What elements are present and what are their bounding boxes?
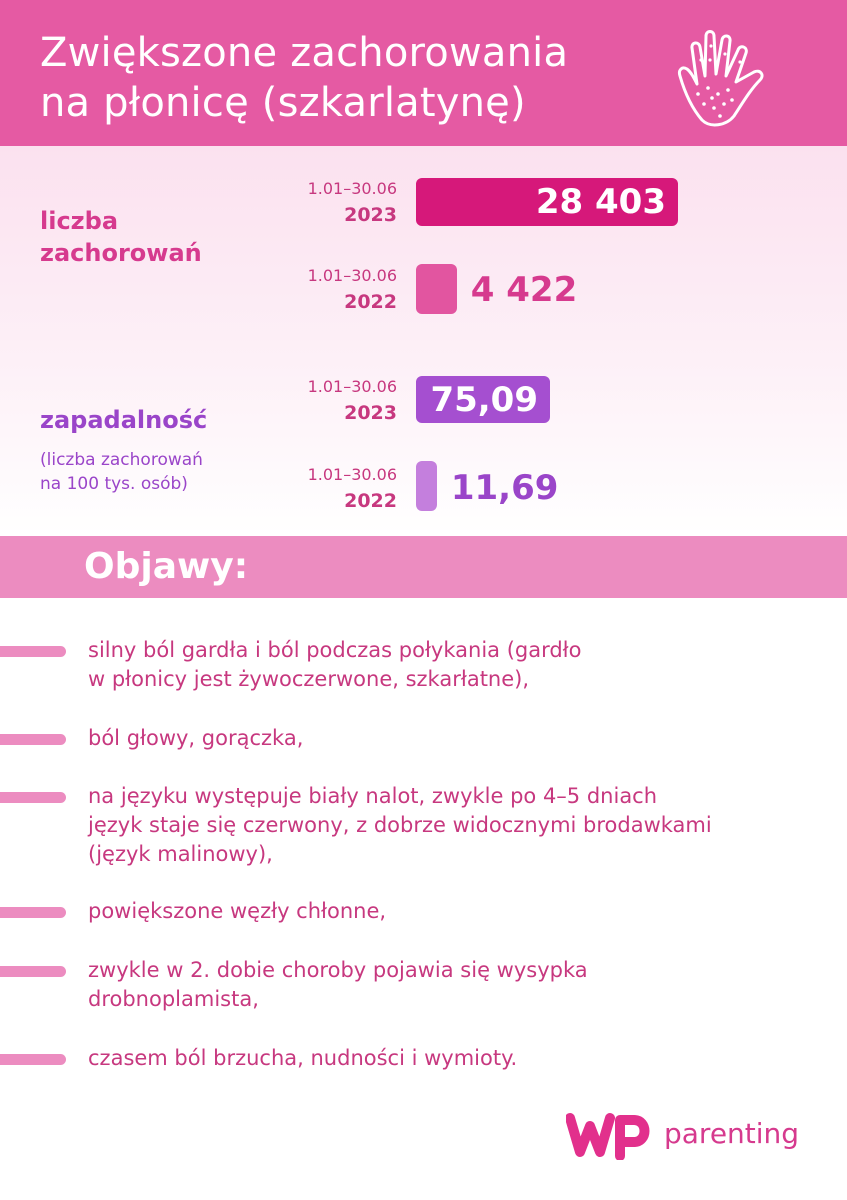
cases-label-line-1: liczba bbox=[40, 207, 119, 235]
symptom-line: powiększone węzły chłonne, bbox=[88, 899, 387, 923]
symptom-line: czasem ból brzucha, nudności i wymioty. bbox=[88, 1046, 518, 1070]
list-item bbox=[88, 724, 828, 753]
list-item bbox=[88, 1044, 828, 1073]
list-item bbox=[88, 636, 828, 694]
incidence-label bbox=[40, 404, 207, 436]
symptoms-header bbox=[0, 536, 847, 598]
symptom-bullet bbox=[0, 966, 66, 977]
value-label-cases-2022: 4 422 bbox=[470, 270, 578, 310]
incidence-note-line-2: na 100 tys. osób) bbox=[40, 474, 188, 494]
symptoms-title: Objawy: bbox=[84, 546, 249, 587]
year-text: 2023 bbox=[344, 204, 397, 226]
period-text: 1.01–30.06 bbox=[307, 377, 397, 396]
symptom-line: język staje się czerwony, z dobrze widocznymi brodawkami bbox=[88, 813, 712, 837]
period-label-cases-2023 bbox=[260, 176, 397, 228]
bar-cases-2023 bbox=[416, 178, 678, 226]
list-item bbox=[88, 956, 828, 1014]
logo-text: parenting bbox=[664, 1117, 800, 1150]
value-label-incidence-2022: 11,69 bbox=[450, 468, 559, 508]
symptom-line: na języku występuje biały nalot, zwykle po 4–5 dniach bbox=[88, 784, 658, 808]
value-label-incidence-2023: 75,09 bbox=[430, 379, 538, 420]
incidence-label-line-1: zapadalność bbox=[40, 406, 208, 434]
symptom-line: drobnoplamista, bbox=[88, 987, 259, 1011]
incidence-note-line-1: (liczba zachorowań bbox=[40, 450, 203, 470]
period-label-incidence-2023 bbox=[260, 374, 397, 426]
period-text: 1.01–30.06 bbox=[307, 179, 397, 198]
symptom-bullet bbox=[0, 792, 66, 803]
year-text: 2022 bbox=[344, 291, 397, 313]
symptom-line: w płonicy jest żywoczerwone, szkarłatne), bbox=[88, 667, 530, 691]
year-text: 2022 bbox=[344, 490, 397, 512]
cases-label-line-2: zachorowań bbox=[40, 239, 202, 267]
symptom-bullet bbox=[0, 907, 66, 918]
bar-incidence-2023 bbox=[416, 376, 550, 423]
period-label-cases-2022 bbox=[260, 263, 397, 315]
symptom-line: ból głowy, gorączka, bbox=[88, 726, 304, 750]
symptom-line: silny ból gardła i ból podczas połykania (gardło bbox=[88, 638, 582, 662]
symptom-bullet bbox=[0, 734, 66, 745]
bar-incidence-2022 bbox=[416, 461, 437, 511]
value-label-cases-2023: 28 403 bbox=[535, 182, 666, 222]
page-title bbox=[40, 28, 568, 128]
header bbox=[0, 0, 847, 146]
title-line-2: na płonicę (szkarlatynę) bbox=[40, 80, 526, 126]
symptom-line: (język malinowy), bbox=[88, 842, 273, 866]
list-item bbox=[88, 897, 828, 926]
hand-rash-icon bbox=[668, 20, 780, 132]
cases-label bbox=[40, 205, 202, 269]
symptom-bullet bbox=[0, 646, 66, 657]
period-text: 1.01–30.06 bbox=[307, 465, 397, 484]
list-item bbox=[88, 782, 828, 869]
symptom-bullet bbox=[0, 1054, 66, 1065]
incidence-note bbox=[40, 448, 203, 496]
wp-logo-icon bbox=[566, 1112, 656, 1160]
period-label-incidence-2022 bbox=[260, 462, 397, 514]
bar-cases-2022 bbox=[416, 264, 457, 314]
year-text: 2023 bbox=[344, 402, 397, 424]
symptom-line: zwykle w 2. dobie choroby pojawia się wysypka bbox=[88, 958, 588, 982]
period-text: 1.01–30.06 bbox=[307, 266, 397, 285]
title-line-1: Zwiększone zachorowania bbox=[40, 30, 569, 76]
